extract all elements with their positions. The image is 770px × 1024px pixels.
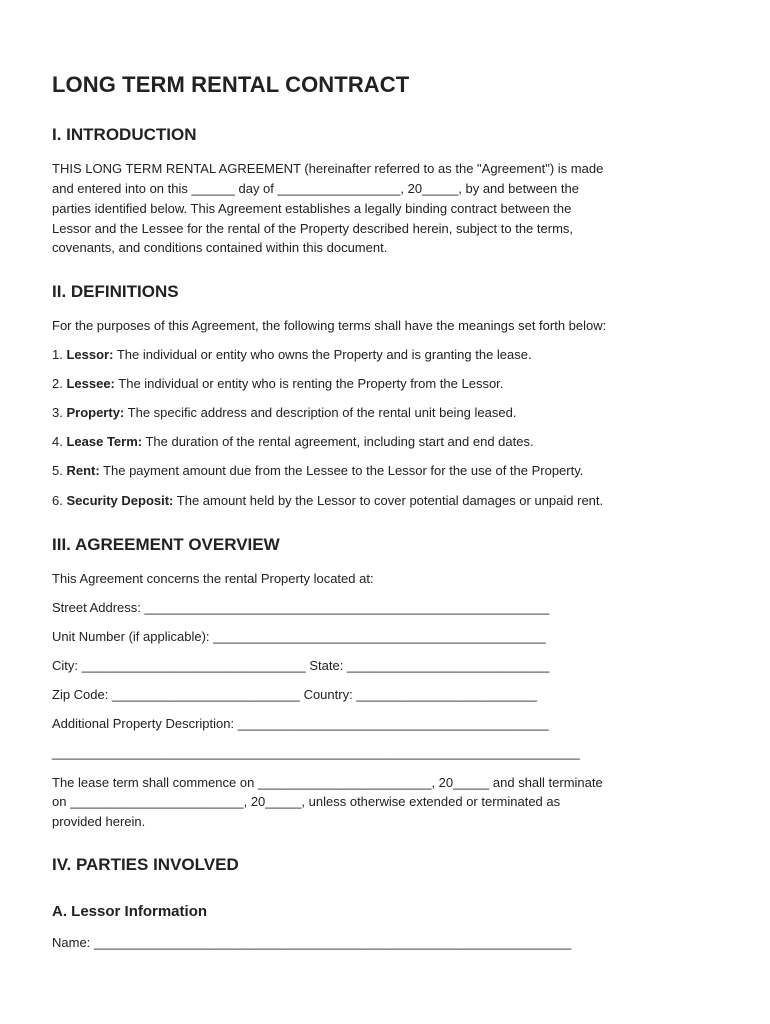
definition-item-rent: [52, 463, 583, 478]
definition-text: The individual or entity who is renting the Property from the Lessor.: [114, 376, 504, 391]
definition-item-lease-term: [52, 434, 534, 449]
definition-term: Lessor:: [66, 347, 114, 362]
definition-text: The duration of the rental agreement, including start and end dates.: [142, 434, 534, 449]
definition-item-property: [52, 405, 516, 420]
definition-text: The amount held by the Lessor to cover potential damages or unpaid rent.: [173, 493, 604, 508]
definition-number: 4.: [52, 434, 67, 449]
definition-term: Rent:: [66, 463, 100, 478]
lessor-name-field[interactable]: Name: __________________________________________________________________: [52, 935, 572, 950]
definitions-lead: For the purposes of this Agreement, the following terms shall have the meanings set forth below:: [52, 318, 607, 333]
unit-number-field[interactable]: Unit Number (if applicable): ______________________________________________: [52, 629, 546, 644]
additional-description-continuation[interactable]: _________________________________________________________________________: [52, 745, 580, 760]
definition-number: 2.: [52, 376, 67, 391]
definition-item-lessor: [52, 347, 532, 362]
intro-line-4: Lessor and the Lessee for the rental of the Property described herein, subject to the terms,: [52, 221, 574, 236]
intro-line-5: covenants, and conditions contained within this document.: [52, 240, 388, 255]
section-heading-definitions: II. DEFINITIONS: [52, 282, 179, 301]
definition-number: 6.: [52, 493, 67, 508]
definition-term: Lease Term:: [66, 434, 143, 449]
lease-term-line-1: The lease term shall commence on ________________________, 20_____ and shall terminate: [52, 775, 603, 790]
definition-term: Lessee:: [66, 376, 115, 391]
street-address-field[interactable]: Street Address: ________________________________________________________: [52, 600, 550, 615]
overview-lead: This Agreement concerns the rental Property located at:: [52, 571, 374, 586]
intro-line-1: THIS LONG TERM RENTAL AGREEMENT (hereinafter referred to as the "Agreement") is made: [52, 161, 604, 176]
definition-text: The individual or entity who owns the Property and is granting the lease.: [113, 347, 532, 362]
definition-number: 1.: [52, 347, 67, 362]
intro-line-2: and entered into on this ______ day of _________________, 20_____, by and between the: [52, 181, 579, 196]
section-heading-parties-involved: IV. PARTIES INVOLVED: [52, 855, 239, 874]
intro-line-3: parties identified below. This Agreement establishes a legally binding contract between the: [52, 201, 572, 216]
additional-description-field[interactable]: Additional Property Description: ___________________________________________: [52, 716, 549, 731]
definition-term: Property:: [66, 405, 125, 420]
city-state-field[interactable]: City: _______________________________ State: ____________________________: [52, 658, 550, 673]
document-title: LONG TERM RENTAL CONTRACT: [52, 72, 410, 97]
subsection-heading-lessor-information: A. Lessor Information: [52, 903, 208, 920]
definition-number: 5.: [52, 463, 67, 478]
definition-text: The specific address and description of the rental unit being leased.: [124, 405, 517, 420]
definition-item-lessee: [52, 376, 503, 391]
section-heading-agreement-overview: III. AGREEMENT OVERVIEW: [52, 535, 280, 554]
lease-term-line-2: on ________________________, 20_____, unless otherwise extended or terminated as: [52, 794, 561, 809]
definition-number: 3.: [52, 405, 67, 420]
definition-term: Security Deposit:: [66, 493, 174, 508]
definition-text: The payment amount due from the Lessee to the Lessor for the use of the Property.: [99, 463, 584, 478]
zip-country-field[interactable]: Zip Code: __________________________ Country: _________________________: [52, 687, 538, 702]
definition-item-security-deposit: [52, 493, 603, 508]
lease-term-line-3: provided herein.: [52, 814, 146, 829]
section-heading-introduction: I. INTRODUCTION: [52, 125, 197, 144]
